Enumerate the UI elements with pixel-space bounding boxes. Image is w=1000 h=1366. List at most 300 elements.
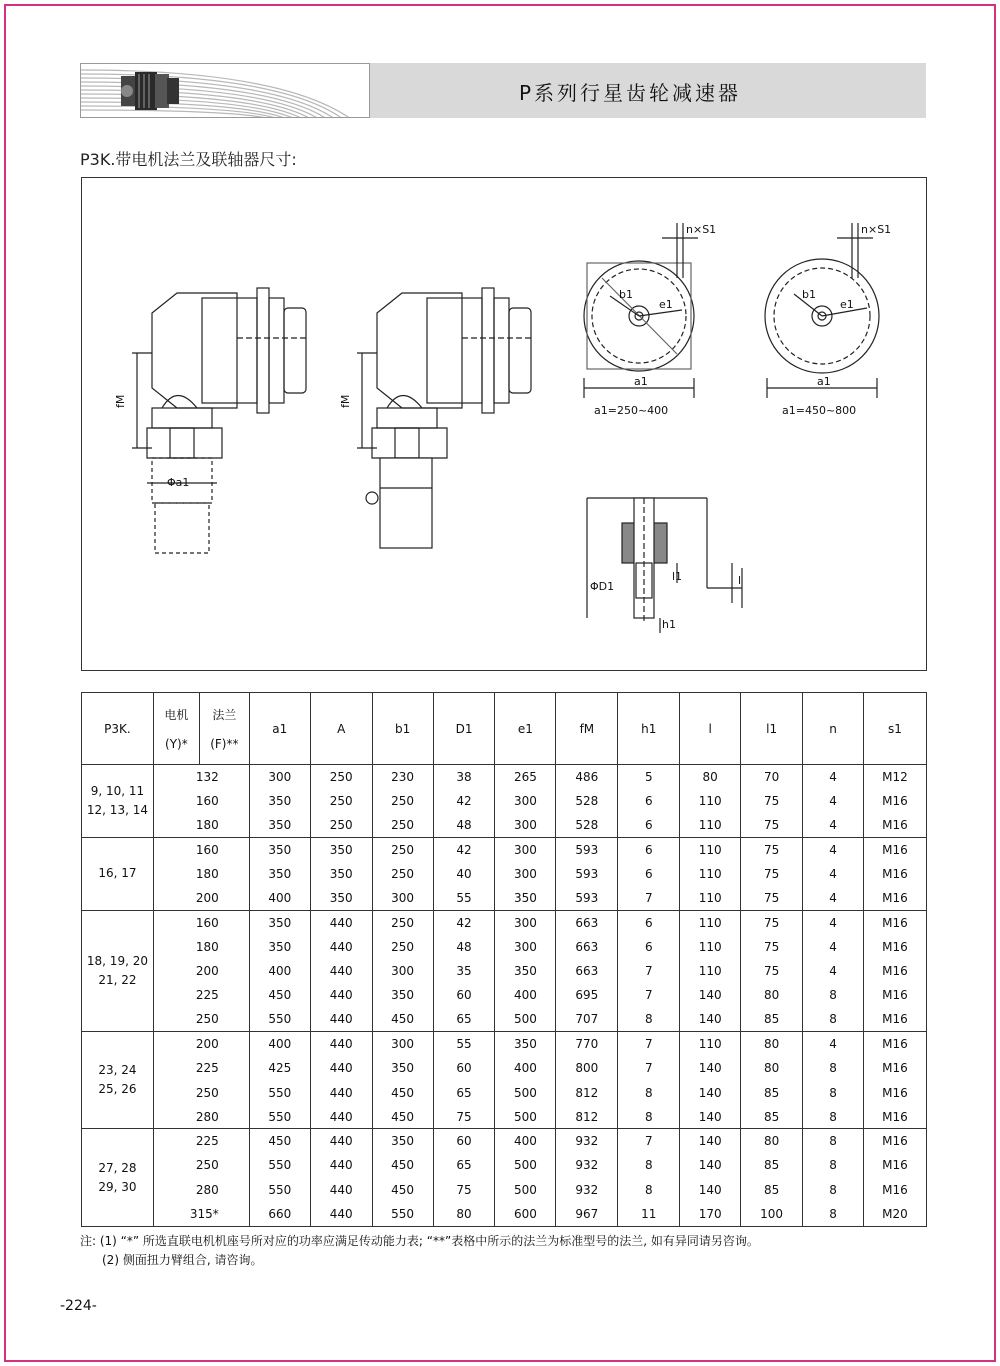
value-cell: 8	[803, 1153, 864, 1177]
value-cell: 932	[556, 1129, 618, 1153]
value-cell: 350	[310, 862, 372, 886]
header-logo-panel	[80, 63, 370, 118]
value-cell: 250	[310, 813, 372, 837]
motor-frame-cell: 180	[153, 813, 249, 837]
value-cell: 55	[433, 1032, 495, 1056]
value-cell: 450	[372, 1007, 433, 1031]
table-row	[82, 837, 927, 861]
label-b1-small: b1	[619, 288, 633, 301]
col-n: n	[803, 693, 864, 765]
value-cell: 250	[372, 789, 433, 813]
notes	[80, 1232, 759, 1270]
value-cell: 500	[495, 1007, 556, 1031]
value-cell: 300	[495, 910, 556, 934]
col-motor: 电机 (Y)*	[153, 693, 199, 765]
value-cell: 85	[741, 1080, 803, 1104]
value-cell: M16	[863, 983, 926, 1007]
value-cell: 4	[803, 886, 864, 910]
section-title: P3K.带电机法兰及联轴器尺寸:	[80, 150, 297, 169]
value-cell: 75	[433, 1178, 495, 1202]
table-row	[82, 1105, 927, 1129]
col-D1: D1	[433, 693, 495, 765]
value-cell: 60	[433, 1129, 495, 1153]
value-cell: 42	[433, 837, 495, 861]
value-cell: 350	[249, 789, 310, 813]
value-cell: M16	[863, 1129, 926, 1153]
value-cell: 450	[372, 1105, 433, 1129]
table-row	[82, 789, 927, 813]
value-cell: 528	[556, 789, 618, 813]
value-cell: 110	[680, 959, 741, 983]
motor-frame-cell: 180	[153, 862, 249, 886]
value-cell: 8	[618, 1007, 680, 1031]
table-row	[82, 1032, 927, 1056]
value-cell: 110	[680, 789, 741, 813]
value-cell: 350	[495, 959, 556, 983]
label-range-large: a1=450~800	[782, 404, 857, 417]
page-title: P系列行星齿轮减速器	[518, 81, 741, 105]
value-cell: 110	[680, 935, 741, 959]
value-cell: 7	[618, 959, 680, 983]
table-row	[82, 1056, 927, 1080]
table-row	[82, 1080, 927, 1104]
value-cell: 593	[556, 837, 618, 861]
value-cell: 4	[803, 862, 864, 886]
value-cell: 250	[372, 935, 433, 959]
value-cell: 400	[495, 1129, 556, 1153]
value-cell: 8	[618, 1080, 680, 1104]
model-line: 12, 13, 14	[86, 802, 148, 817]
value-cell: 170	[680, 1202, 741, 1226]
value-cell: 85	[741, 1153, 803, 1177]
value-cell: 350	[249, 837, 310, 861]
gearbox-photo-icon	[121, 72, 179, 110]
model-cell	[82, 837, 154, 910]
value-cell: 4	[803, 1032, 864, 1056]
value-cell: 5	[618, 765, 680, 789]
value-cell: 350	[249, 813, 310, 837]
label-phi-d1: ΦD1	[590, 580, 615, 593]
value-cell: 4	[803, 935, 864, 959]
table-row	[82, 959, 927, 983]
col-l: l	[680, 693, 741, 765]
dimension-table	[81, 692, 927, 1227]
value-cell: M16	[863, 1056, 926, 1080]
value-cell: M16	[863, 910, 926, 934]
value-cell: 8	[618, 1153, 680, 1177]
value-cell: 663	[556, 935, 618, 959]
value-cell: 350	[495, 886, 556, 910]
value-cell: 8	[618, 1178, 680, 1202]
value-cell: 425	[249, 1056, 310, 1080]
value-cell: 440	[310, 1202, 372, 1226]
value-cell: 8	[803, 1007, 864, 1031]
value-cell: 350	[372, 983, 433, 1007]
value-cell: 7	[618, 1129, 680, 1153]
col-fM: fM	[556, 693, 618, 765]
value-cell: 6	[618, 910, 680, 934]
note-2: (2) 侧面扭力臂组合, 请咨询。	[102, 1253, 263, 1267]
value-cell: 140	[680, 1007, 741, 1031]
value-cell: 550	[249, 1007, 310, 1031]
model-line: 23, 24	[98, 1063, 137, 1078]
model-cell	[82, 1032, 154, 1129]
value-cell: 350	[372, 1056, 433, 1080]
value-cell: 60	[433, 983, 495, 1007]
value-cell: 48	[433, 935, 495, 959]
value-cell: 440	[310, 1080, 372, 1104]
value-cell: 812	[556, 1080, 618, 1104]
table-row	[82, 1202, 927, 1226]
model-line: 18, 19, 20	[86, 954, 148, 969]
value-cell: 350	[310, 886, 372, 910]
value-cell: 80	[433, 1202, 495, 1226]
value-cell: 8	[803, 1178, 864, 1202]
table-row	[82, 765, 927, 789]
value-cell: 440	[310, 1032, 372, 1056]
col-h1: h1	[618, 693, 680, 765]
col-A: A	[310, 693, 372, 765]
table-row	[82, 886, 927, 910]
value-cell: 300	[249, 765, 310, 789]
value-cell: 85	[741, 1007, 803, 1031]
value-cell: 440	[310, 1153, 372, 1177]
model-line: 27, 28	[98, 1160, 137, 1175]
label-h1: h1	[662, 618, 676, 631]
value-cell: M16	[863, 1080, 926, 1104]
value-cell: 8	[803, 1080, 864, 1104]
motor-frame-cell: 250	[153, 1080, 249, 1104]
value-cell: 80	[741, 1056, 803, 1080]
table-row	[82, 1129, 927, 1153]
label-a1-large: a1	[817, 375, 831, 388]
motor-frame-cell: 225	[153, 983, 249, 1007]
value-cell: 440	[310, 1178, 372, 1202]
value-cell: 500	[495, 1153, 556, 1177]
label-e1-small: e1	[659, 298, 673, 311]
value-cell: 300	[495, 813, 556, 837]
value-cell: 300	[372, 1032, 433, 1056]
model-line: 9, 10, 11	[90, 783, 145, 798]
value-cell: 440	[310, 1056, 372, 1080]
value-cell: 11	[618, 1202, 680, 1226]
value-cell: 75	[741, 862, 803, 886]
dimension-table-wrap	[81, 692, 927, 1227]
motor-frame-cell: 225	[153, 1056, 249, 1080]
value-cell: 65	[433, 1007, 495, 1031]
value-cell: 660	[249, 1202, 310, 1226]
value-cell: 75	[741, 813, 803, 837]
label-l1: l1	[672, 570, 683, 583]
col-l1: l1	[741, 693, 803, 765]
table-row	[82, 813, 927, 837]
value-cell: 140	[680, 1080, 741, 1104]
value-cell: 4	[803, 959, 864, 983]
value-cell: 6	[618, 813, 680, 837]
value-cell: 80	[741, 1032, 803, 1056]
motor-frame-cell: 250	[153, 1153, 249, 1177]
table-row	[82, 935, 927, 959]
value-cell: 100	[741, 1202, 803, 1226]
value-cell: 4	[803, 910, 864, 934]
label-fm-1: fM	[114, 394, 127, 408]
value-cell: 550	[249, 1105, 310, 1129]
value-cell: 550	[249, 1153, 310, 1177]
value-cell: 250	[372, 813, 433, 837]
col-flange: 法兰 (F)**	[199, 693, 249, 765]
motor-frame-cell: 200	[153, 1032, 249, 1056]
value-cell: 300	[495, 837, 556, 861]
value-cell: 450	[372, 1153, 433, 1177]
label-nxs1-small: n×S1	[686, 223, 717, 236]
page-number: -224-	[60, 1298, 97, 1314]
value-cell: 350	[372, 1129, 433, 1153]
value-cell: 350	[249, 862, 310, 886]
value-cell: 300	[495, 935, 556, 959]
page-header	[80, 63, 926, 118]
value-cell: 440	[310, 1007, 372, 1031]
value-cell: M16	[863, 837, 926, 861]
value-cell: 8	[803, 1202, 864, 1226]
value-cell: 450	[372, 1178, 433, 1202]
value-cell: 65	[433, 1153, 495, 1177]
value-cell: 250	[310, 789, 372, 813]
value-cell: 35	[433, 959, 495, 983]
motor-frame-cell: 160	[153, 789, 249, 813]
value-cell: 350	[249, 935, 310, 959]
model-line: 16, 17	[98, 866, 137, 881]
value-cell: 350	[249, 910, 310, 934]
label-range-small: a1=250~400	[594, 404, 669, 417]
value-cell: 593	[556, 862, 618, 886]
value-cell: 8	[803, 1056, 864, 1080]
value-cell: 707	[556, 1007, 618, 1031]
value-cell: 140	[680, 1056, 741, 1080]
table-row	[82, 983, 927, 1007]
value-cell: 400	[495, 1056, 556, 1080]
value-cell: 8	[618, 1105, 680, 1129]
value-cell: M16	[863, 1178, 926, 1202]
value-cell: 110	[680, 862, 741, 886]
value-cell: 500	[495, 1105, 556, 1129]
value-cell: 812	[556, 1105, 618, 1129]
value-cell: 932	[556, 1153, 618, 1177]
motor-frame-cell: 132	[153, 765, 249, 789]
value-cell: 300	[495, 862, 556, 886]
value-cell: 500	[495, 1178, 556, 1202]
model-line: 25, 26	[98, 1082, 137, 1097]
value-cell: 140	[680, 1129, 741, 1153]
model-cell	[82, 765, 154, 838]
value-cell: 80	[741, 1129, 803, 1153]
table-row	[82, 1178, 927, 1202]
value-cell: 8	[803, 1105, 864, 1129]
table-row	[82, 1153, 927, 1177]
value-cell: 400	[249, 959, 310, 983]
value-cell: 85	[741, 1178, 803, 1202]
coupling-section-view	[587, 498, 742, 633]
motor-frame-cell: 160	[153, 837, 249, 861]
value-cell: 400	[249, 1032, 310, 1056]
value-cell: 42	[433, 789, 495, 813]
table-row	[82, 862, 927, 886]
value-cell: 110	[680, 886, 741, 910]
value-cell: M16	[863, 959, 926, 983]
value-cell: 75	[741, 959, 803, 983]
drawing-panel	[81, 177, 927, 671]
value-cell: 4	[803, 789, 864, 813]
col-s1: s1	[863, 693, 926, 765]
label-fm-2: fM	[339, 394, 352, 408]
col-model: P3K.	[82, 693, 154, 765]
label-l: l	[738, 574, 742, 587]
value-cell: M16	[863, 1032, 926, 1056]
value-cell: 140	[680, 983, 741, 1007]
value-cell: 400	[495, 983, 556, 1007]
value-cell: M16	[863, 1153, 926, 1177]
value-cell: 140	[680, 1105, 741, 1129]
value-cell: 450	[372, 1080, 433, 1104]
value-cell: 40	[433, 862, 495, 886]
motor-frame-cell: 180	[153, 935, 249, 959]
value-cell: 80	[680, 765, 741, 789]
value-cell: M16	[863, 862, 926, 886]
value-cell: 440	[310, 983, 372, 1007]
value-cell: 75	[741, 886, 803, 910]
value-cell: M16	[863, 789, 926, 813]
value-cell: 770	[556, 1032, 618, 1056]
value-cell: 140	[680, 1153, 741, 1177]
motor-frame-cell: 200	[153, 886, 249, 910]
value-cell: M16	[863, 1105, 926, 1129]
value-cell: 75	[741, 837, 803, 861]
value-cell: M16	[863, 886, 926, 910]
value-cell: 250	[372, 862, 433, 886]
label-a1-small: a1	[634, 375, 648, 388]
value-cell: 75	[741, 789, 803, 813]
value-cell: 486	[556, 765, 618, 789]
value-cell: 450	[249, 983, 310, 1007]
value-cell: 8	[803, 1129, 864, 1153]
value-cell: 600	[495, 1202, 556, 1226]
value-cell: 350	[310, 837, 372, 861]
value-cell: 550	[249, 1178, 310, 1202]
value-cell: 500	[495, 1080, 556, 1104]
value-cell: M20	[863, 1202, 926, 1226]
value-cell: 4	[803, 765, 864, 789]
value-cell: 695	[556, 983, 618, 1007]
value-cell: 110	[680, 1032, 741, 1056]
motor-frame-cell: 250	[153, 1007, 249, 1031]
value-cell: 528	[556, 813, 618, 837]
motor-frame-cell: 160	[153, 910, 249, 934]
value-cell: 55	[433, 886, 495, 910]
value-cell: 75	[433, 1105, 495, 1129]
col-a1: a1	[249, 693, 310, 765]
value-cell: 967	[556, 1202, 618, 1226]
value-cell: 4	[803, 837, 864, 861]
flange-view-large	[765, 223, 879, 398]
value-cell: 800	[556, 1056, 618, 1080]
value-cell: 440	[310, 935, 372, 959]
value-cell: 400	[249, 886, 310, 910]
value-cell: 110	[680, 910, 741, 934]
stripes-decoration	[81, 64, 370, 118]
value-cell: 60	[433, 1056, 495, 1080]
value-cell: 70	[741, 765, 803, 789]
value-cell: 230	[372, 765, 433, 789]
value-cell: 8	[803, 983, 864, 1007]
label-b1-large: b1	[802, 288, 816, 301]
col-e1: e1	[495, 693, 556, 765]
value-cell: 350	[495, 1032, 556, 1056]
note-1: 注: (1) “*” 所选直联电机机座号所对应的功率应满足传动能力表; “**”表格中所示的法兰为标准型号的法兰, 如有异同请另咨询。	[80, 1234, 759, 1248]
label-nxs1-large: n×S1	[861, 223, 892, 236]
value-cell: 140	[680, 1178, 741, 1202]
table-row	[82, 910, 927, 934]
value-cell: 110	[680, 837, 741, 861]
value-cell: 440	[310, 1129, 372, 1153]
value-cell: 440	[310, 1105, 372, 1129]
value-cell: M12	[863, 765, 926, 789]
value-cell: 550	[372, 1202, 433, 1226]
value-cell: 85	[741, 1105, 803, 1129]
value-cell: 6	[618, 789, 680, 813]
label-e1-large: e1	[840, 298, 854, 311]
value-cell: 440	[310, 910, 372, 934]
motor-frame-cell: 280	[153, 1178, 249, 1202]
gearbox-drawing-2	[357, 288, 531, 548]
motor-frame-cell: 225	[153, 1129, 249, 1153]
table-row	[82, 1007, 927, 1031]
motor-frame-cell: 315*	[153, 1202, 249, 1226]
value-cell: 42	[433, 910, 495, 934]
value-cell: 7	[618, 1032, 680, 1056]
value-cell: 6	[618, 862, 680, 886]
value-cell: 550	[249, 1080, 310, 1104]
value-cell: 250	[310, 765, 372, 789]
flange-view-small	[584, 223, 698, 398]
value-cell: 300	[495, 789, 556, 813]
col-b1: b1	[372, 693, 433, 765]
value-cell: M16	[863, 1007, 926, 1031]
model-cell	[82, 910, 154, 1031]
model-cell	[82, 1129, 154, 1226]
value-cell: 663	[556, 959, 618, 983]
technical-drawing	[82, 178, 928, 672]
table-header-row	[82, 693, 927, 765]
value-cell: 663	[556, 910, 618, 934]
motor-frame-cell: 280	[153, 1105, 249, 1129]
value-cell: 7	[618, 1056, 680, 1080]
value-cell: 932	[556, 1178, 618, 1202]
value-cell: 250	[372, 837, 433, 861]
table-body	[82, 765, 927, 1227]
value-cell: 110	[680, 813, 741, 837]
value-cell: 300	[372, 886, 433, 910]
value-cell: 38	[433, 765, 495, 789]
value-cell: 593	[556, 886, 618, 910]
value-cell: M16	[863, 935, 926, 959]
motor-frame-cell: 200	[153, 959, 249, 983]
value-cell: 75	[741, 935, 803, 959]
value-cell: 450	[249, 1129, 310, 1153]
value-cell: 300	[372, 959, 433, 983]
label-phi-a1: Φa1	[167, 476, 190, 489]
value-cell: 65	[433, 1080, 495, 1104]
value-cell: 7	[618, 983, 680, 1007]
model-line: 29, 30	[98, 1179, 137, 1194]
